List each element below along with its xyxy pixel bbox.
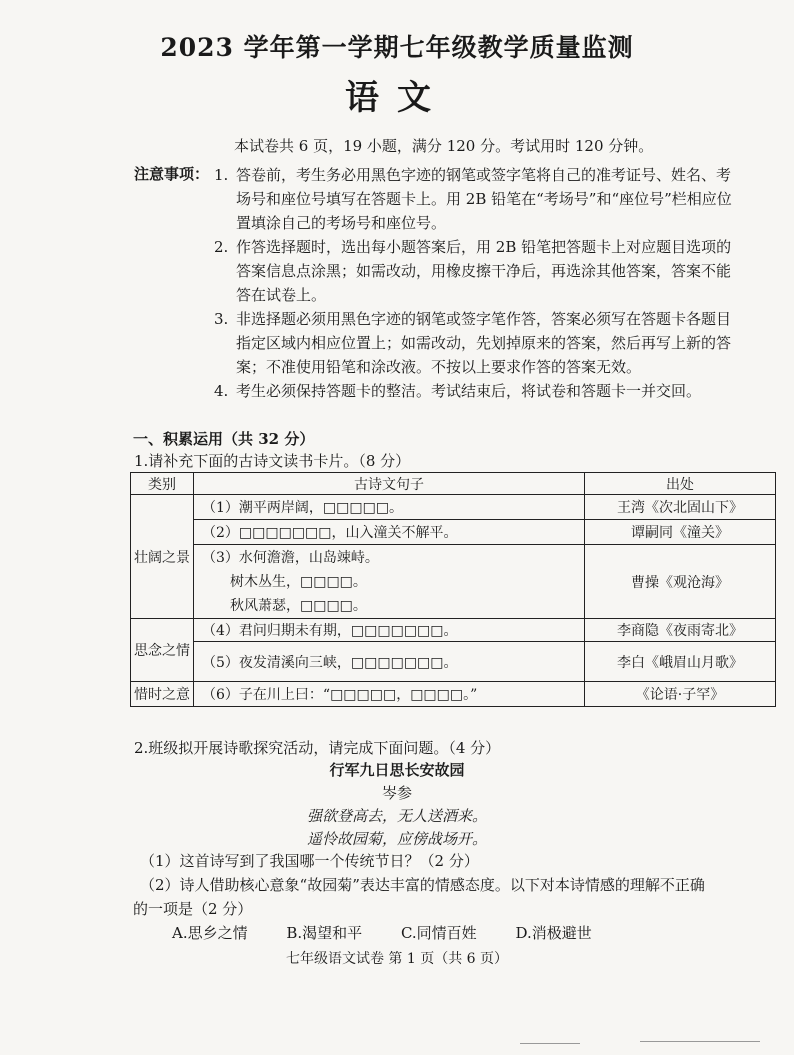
table-row (131, 545, 776, 619)
reading-card-table (130, 472, 776, 707)
sentence-cell: （1）潮平两岸阔，□□□□□。 (194, 495, 585, 520)
note-number: 3. (214, 310, 229, 328)
sentence-cell (194, 545, 585, 619)
scan-smudge (520, 1043, 580, 1044)
note-text: 作答选择题时，选出每小题答案后，用 2B 铅笔把答题卡上对应题目选项的答案信息点涂黑；如需改动，用橡皮擦干净后，再选涂其他答案，答案不能答在试卷上。 (236, 238, 732, 304)
sentence-cell: （4）君问归期未有期，□□□□□□□。 (194, 619, 585, 642)
question-1: 1.请补充下面的古诗文读书卡片。（8 分） (134, 452, 411, 470)
note-number: 2. (214, 238, 229, 256)
option-b: B.渴望和平 (286, 924, 363, 942)
exam-intro: 本试卷共 6 页，19 小题，满分 120 分。考试用时 120 分钟。 (234, 137, 654, 155)
poem-author: 岑参 (381, 784, 412, 802)
sentence-cell: （5）夜发清溪向三峡，□□□□□□□。 (194, 642, 585, 682)
source-cell: 王湾《次北固山下》 (585, 495, 776, 520)
exam-title: 2023 学年第一学期七年级教学质量监测 (160, 33, 634, 62)
table-row (131, 520, 776, 545)
note-number: 4. (214, 382, 229, 400)
category-cell: 思念之情 (131, 619, 194, 682)
notes-label: 注意事项： (134, 165, 210, 183)
source-cell: 《论语·子罕》 (585, 682, 776, 707)
table-row (131, 682, 776, 707)
source-cell: 谭嗣同《潼关》 (585, 520, 776, 545)
sub-question-1: （1）这首诗写到了我国哪一个传统节日？（2 分） (140, 852, 479, 870)
poem-title: 行军九日思长安故园 (329, 761, 465, 779)
header-source: 出处 (585, 473, 776, 495)
option-d: D.消极避世 (515, 924, 592, 942)
scan-smudge (640, 1041, 760, 1042)
source-cell: 李白《峨眉山月歌》 (585, 642, 776, 682)
sentence-line: 秋风萧瑟，□□□□。 (230, 597, 367, 614)
category-cell: 惜时之意 (131, 682, 194, 707)
category-cell: 壮阔之景 (131, 495, 194, 619)
option-c: C.同情百姓 (400, 924, 477, 942)
note-item-3 (214, 307, 754, 379)
table-row (131, 642, 776, 682)
sentence-line: （3）水何澹澹，山岛竦峙。 (202, 549, 379, 566)
poem-line: 遥怜故园菊，应傍战场开。 (306, 830, 487, 848)
table-row (131, 619, 776, 642)
note-item-4 (214, 379, 754, 403)
section-heading: 一、积累运用（共 32 分） (133, 430, 315, 448)
sentence-line: 树木丛生，□□□□。 (230, 573, 367, 590)
header-sentence: 古诗文句子 (194, 473, 585, 495)
poem-line: 强欲登高去，无人送酒来。 (306, 807, 487, 825)
table-row (131, 495, 776, 520)
note-text: 考生必须保持答题卡的整洁。考试结束后，将试卷和答题卡一并交回。 (236, 382, 702, 400)
note-number: 1. (214, 166, 229, 184)
sentence-cell: （2）□□□□□□□，山入潼关不解平。 (194, 520, 585, 545)
sentence-cell: （6）子在川上曰：“□□□□□，□□□□。” (194, 682, 585, 707)
note-text: 答卷前，考生务必用黑色字迹的钢笔或签字笔将自己的准考证号、姓名、考场号和座位号填写在答题卡上。用 2B 铅笔在“考场号”和“座位号”栏相应位置填涂自己的考场号和座位号。 (236, 166, 732, 232)
source-cell: 李商隐《夜雨寄北》 (585, 619, 776, 642)
option-a: A.思乡之情 (172, 924, 248, 942)
subject-title: 语文 (345, 78, 449, 118)
note-item-2 (214, 235, 754, 307)
page-footer: 七年级语文试卷 第 1 页（共 6 页） (285, 951, 509, 967)
table-header-row (131, 473, 776, 495)
header-category: 类别 (131, 473, 194, 495)
source-cell: 曹操《观沧海》 (585, 545, 776, 619)
sub-question-2: （2）诗人借助核心意象“故园菊”表达丰富的情感态度。以下对本诗情感的理解不正确 (140, 876, 705, 894)
question-2: 2.班级拟开展诗歌探究活动，请完成下面问题。（4 分） (134, 739, 501, 757)
note-item-1 (214, 163, 754, 235)
sub-question-2-continued: 的一项是（2 分） (133, 900, 253, 918)
answer-options (172, 922, 626, 943)
note-text: 非选择题必须用黑色字迹的钢笔或签字笔作答，答案必须写在答题卡各题目指定区域内相应位置上；如需改动，先划掉原来的答案，然后再写上新的答案；不准使用铅笔和涂改液。不按以上要求作答的答案无效。 (236, 310, 732, 376)
